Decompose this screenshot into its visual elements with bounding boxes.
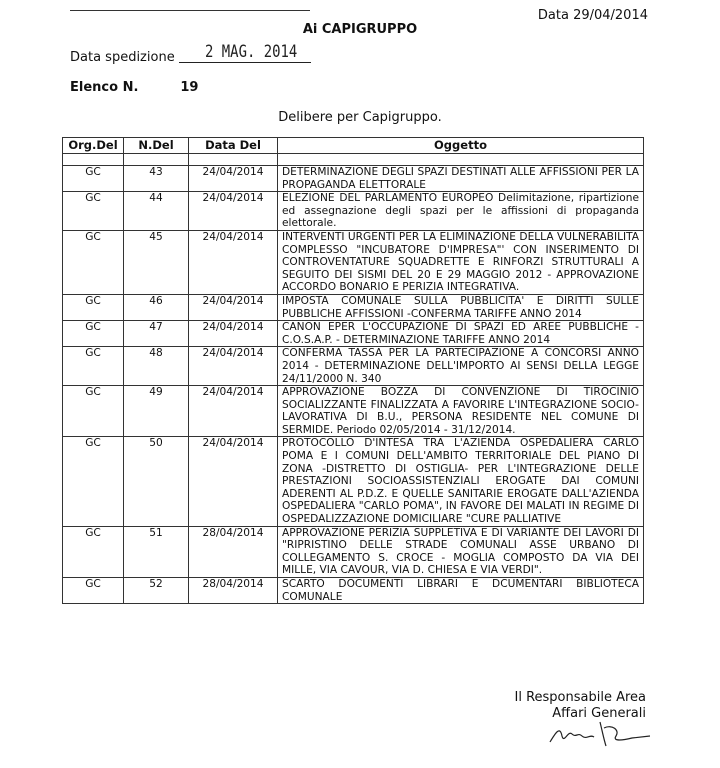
cell-date: 24/04/2014 (189, 230, 278, 294)
column-header-org: Org.Del (63, 138, 124, 154)
cell-org: GC (63, 192, 124, 231)
top-rule (70, 10, 310, 11)
cell-date: 24/04/2014 (189, 437, 278, 526)
cell-date: 24/04/2014 (189, 166, 278, 192)
cell-org: GC (63, 294, 124, 320)
cell-subject: INTERVENTI URGENTI PER LA ELIMINAZIONE DELLA VULNERABILITA COMPLESSO "INCUBATORE D'IMPRESA"' CON INSERIMENTO DI CONTROVENTATURE SQUADRETTE E RINFORZI STRUTTURALI A SEGUITO DEI SISMI DEL 20 E 29 MAGGIO 2012 - APPROVAZIONE ACCORDO BONARIO E PERIZIA INTEGRATIVA. (278, 230, 644, 294)
cell-date: 24/04/2014 (189, 192, 278, 231)
cell-number: 45 (124, 230, 189, 294)
shipping-date-label: Data spedizione (70, 50, 175, 65)
table-row (63, 294, 644, 320)
cell-date: 24/04/2014 (189, 321, 278, 347)
list-number-row (70, 80, 198, 95)
cell-org: GC (63, 437, 124, 526)
table-row (63, 321, 644, 347)
table-row (63, 526, 644, 577)
cell-org: GC (63, 526, 124, 577)
cell-number: 47 (124, 321, 189, 347)
cell-subject: IMPOSTA COMUNALE SULLA PUBBLICITA' E DIRITTI SULLE PUBBLICHE AFFISSIONI -CONFERMA TARIFFE ANNO 2014 (278, 294, 644, 320)
recipients-heading: Ai CAPIGRUPPO (302, 22, 418, 37)
cell-org: GC (63, 386, 124, 437)
cell-subject: DETERMINAZIONE DEGLI SPAZI DESTINATI ALLE AFFISSIONI PER LA PROPAGANDA ELETTORALE (278, 166, 644, 192)
cell-number: 51 (124, 526, 189, 577)
shipping-date-line (179, 62, 311, 63)
cell-org: GC (63, 578, 124, 604)
cell-org: GC (63, 347, 124, 386)
column-header-subject: Oggetto (278, 138, 644, 154)
cell-org: GC (63, 321, 124, 347)
column-header-date: Data Del (189, 138, 278, 154)
cell-subject: APPROVAZIONE BOZZA DI CONVENZIONE DI TIROCINIO SOCIALIZZANTE FINALIZZATA A FAVORIRE L'INTEGRAZIONE SOCIO-LAVORATIVA DI B.U., PERSONA RESIDENTE NEL COMUNE DI SERMIDE. Periodo 02/05/2014 - 31/12/2014. (278, 386, 644, 437)
table-row (63, 386, 644, 437)
column-header-number: N.Del (124, 138, 189, 154)
table-row (63, 230, 644, 294)
cell-number: 44 (124, 192, 189, 231)
list-number-label: Elenco N. (70, 80, 139, 95)
cell-subject: CANON EPER L'OCCUPAZIONE DI SPAZI ED AREE PUBBLICHE - C.O.S.A.P. - DETERMINAZIONE TARIFFE ANNO 2014 (278, 321, 644, 347)
cell-date: 24/04/2014 (189, 347, 278, 386)
cell-date: 28/04/2014 (189, 578, 278, 604)
document-subtitle: Delibere per Capigruppo. (278, 110, 442, 125)
table-row (63, 578, 644, 604)
cell-org: GC (63, 166, 124, 192)
cell-number: 46 (124, 294, 189, 320)
cell-number: 48 (124, 347, 189, 386)
cell-subject: ELEZIONE DEL PARLAMENTO EUROPEO Delimitazione, ripartizione ed assegnazione degli spazi per le affissioni di propaganda elettorale. (278, 192, 644, 231)
document-date: Data 29/04/2014 (537, 8, 648, 23)
cell-number: 43 (124, 166, 189, 192)
cell-subject: CONFERMA TASSA PER LA PARTECIPAZIONE A CONCORSI ANNO 2014 - DETERMINAZIONE DELL'IMPORTO AI SENSI DELLA LEGGE 24/11/2000 N. 340 (278, 347, 644, 386)
handwritten-signature (546, 718, 656, 748)
table-row (63, 192, 644, 231)
table-header-row (63, 138, 644, 154)
table-spacer-row (63, 154, 644, 166)
table-row (63, 166, 644, 192)
shipping-date-stamp: 2 MAG. 2014 (205, 42, 298, 62)
list-number-value: 19 (180, 80, 199, 95)
signer-title: Il Responsabile Area (514, 690, 646, 705)
signer-office: Affari Generali (552, 706, 646, 721)
cell-date: 28/04/2014 (189, 526, 278, 577)
cell-date: 24/04/2014 (189, 294, 278, 320)
cell-number: 50 (124, 437, 189, 526)
cell-org: GC (63, 230, 124, 294)
cell-subject: SCARTO DOCUMENTI LIBRARI E DCUMENTARI BIBLIOTECA COMUNALE (278, 578, 644, 604)
cell-date: 24/04/2014 (189, 386, 278, 437)
cell-number: 49 (124, 386, 189, 437)
cell-number: 52 (124, 578, 189, 604)
table-row (63, 347, 644, 386)
resolutions-table (62, 137, 644, 604)
cell-subject: PROTOCOLLO D'INTESA TRA L'AZIENDA OSPEDALIERA CARLO POMA E I COMUNI DELL'AMBITO TERRITORIALE DEL PIANO DI ZONA -DISTRETTO DI OSTIGLIA- PER L'INTEGRAZIONE DELLE PRESTAZIONI SOCIOASSISTENZIALI EROGATE DAI COMUNI ADERENTI AL P.D.Z. E QUELLE SANITARIE EROGATE DALL'AZIENDA OSPEDALIERA "CARLO POMA", IN FAVORE DEI MALATI IN REGIME DI OSPEDALIZZAZIONE DOMICILIARE "CURE PALLIATIVE (278, 437, 644, 526)
cell-subject: APPROVAZIONE PERIZIA SUPPLETIVA E DI VARIANTE DEI LAVORI DI "RIPRISTINO DELLE STRADE COMUNALI ASSE URBANO DI COLLEGAMENTO S. CROCE - MOGLIA COMPOSTO DA VIA DEI MILLE, VIA CAVOUR, VIA D. CHIESA E VIA VERDI". (278, 526, 644, 577)
table-row (63, 437, 644, 526)
